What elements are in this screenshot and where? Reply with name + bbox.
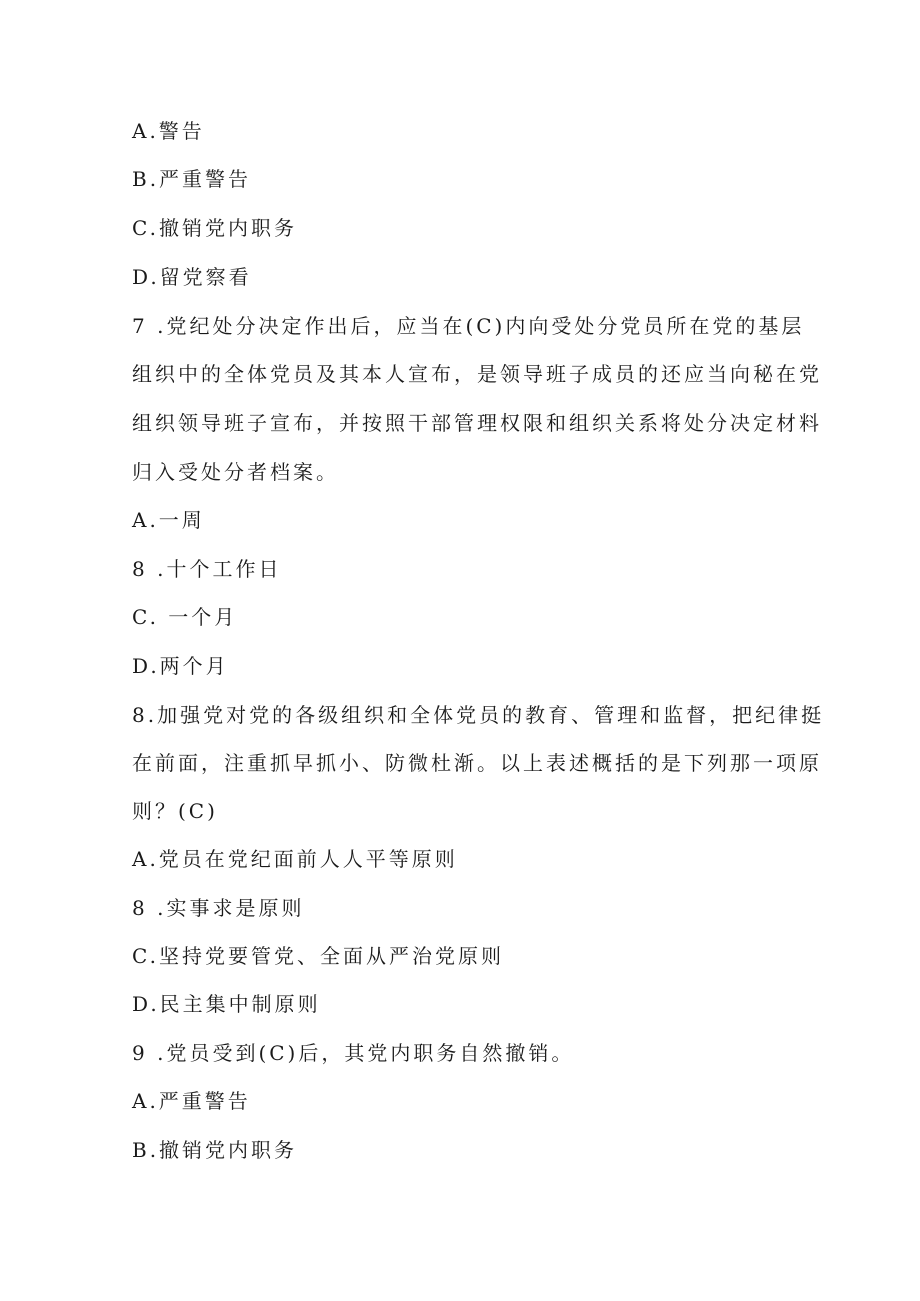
q8-option-d: D.民主集中制原则 — [132, 992, 321, 1016]
q7-option-c: C. 一个月 — [132, 605, 238, 629]
q8-question-line-2: 在前面，注重抓早抓小、防微杜渐。以上表述概括的是下列那一项原 — [132, 751, 822, 775]
q7-option-d: D.两个月 — [132, 654, 229, 678]
q6-option-d: D.留党察看 — [132, 265, 252, 289]
q8-option-c: C.坚持党要管党、全面从严治党原则 — [132, 944, 504, 968]
q8-question-line-1: 8.加强党对党的各级组织和全体党员的教育、管理和监督，把纪律挺 — [132, 703, 825, 727]
q9-option-b: B.撤销党内职务 — [132, 1138, 298, 1162]
q6-option-b: B.严重警告 — [132, 167, 252, 191]
q8-option-a: A.党员在党纪面前人人平等原则 — [132, 847, 458, 871]
q6-option-a: A.警告 — [132, 119, 205, 143]
q7-question-line-2: 组织中的全体党员及其本人宣布，是领导班子成员的还应当向秘在党 — [132, 362, 822, 386]
q9-option-a: A.严重警告 — [132, 1089, 251, 1113]
q7-option-a: A.一周 — [132, 508, 205, 532]
q9-question: 9 .党员受到(C)后，其党内职务自然撤销。 — [132, 1041, 575, 1065]
q7-option-b: 8 .十个工作日 — [132, 557, 282, 581]
q7-question-line-1: 7 .党纪处分决定作出后，应当在(C)内向受处分党员所在党的基层 — [132, 314, 805, 338]
q8-question-line-3: 则？(C) — [132, 799, 218, 823]
q6-option-c: C.撤销党内职务 — [132, 216, 297, 240]
q7-question-line-4: 归入受处分者档案。 — [132, 460, 339, 484]
q8-option-b: 8 .实事求是原则 — [132, 896, 305, 920]
q7-question-line-3: 组织领导班子宣布，并按照干部管理权限和组织关系将处分决定材料 — [132, 411, 822, 435]
